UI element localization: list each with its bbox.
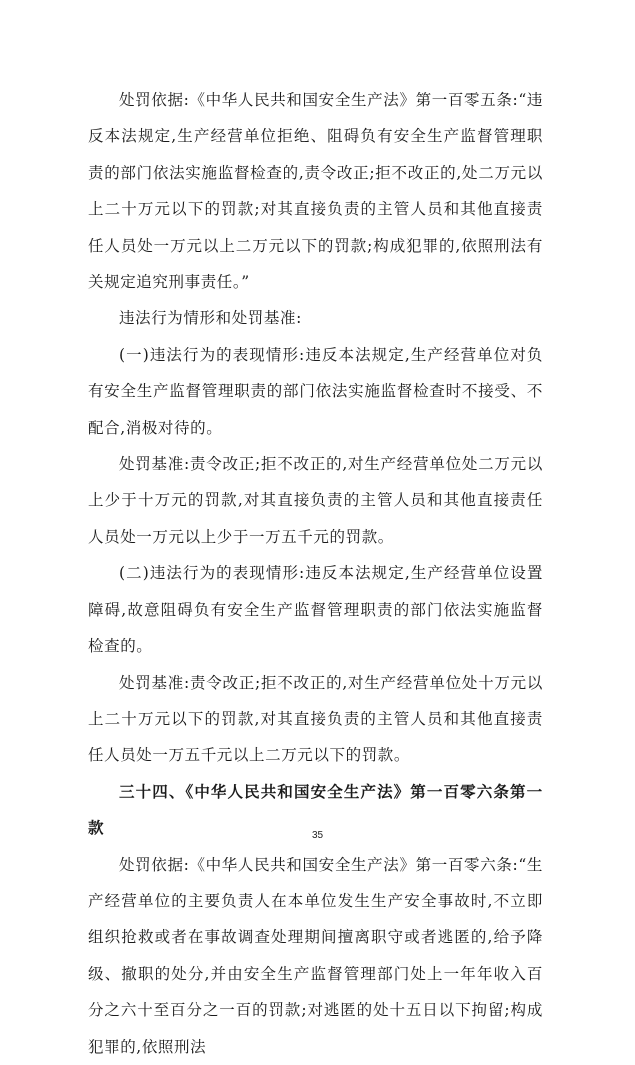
document-body (88, 82, 543, 1065)
paragraph-penalty-basis-article-105: 处罚依据:《中华人民共和国安全生产法》第一百零五条:“违反本法规定,生产经营单位拒绝、阻碍负有安全生产监督管理职责的部门依法实施监督检查的,责令改正;拒不改正的,处二万元以上二十万元以下的罚款;对其直接负责的主管人员和其他直接责任人员处一万元以上二万元以下的罚款;构成犯罪的,依照刑法有关规定追究刑事责任。” (88, 91, 543, 292)
section-heading-34: 三十四、《中华人民共和国安全生产法》第一百零六条第一款 (88, 782, 543, 838)
paragraph-penalty-basis-article-106: 处罚依据:《中华人民共和国安全生产法》第一百零六条:“生产经营单位的主要负责人在本单位发生生产安全事故时,不立即组织抢救或者在事故调查处理期间擅离职守或者逃匿的,给予降级、撤职的处分,并由安全生产监督管理部门处上一年年收入百分之六十至百分之一百的罚款;对逃匿的处十五日以下拘留;构成犯罪的,依照刑法 (88, 855, 543, 1056)
paragraph-violation-scenarios-intro: 违法行为情形和处罚基准: (119, 309, 302, 328)
paragraph-penalty-standard-two: 处罚基准:责令改正;拒不改正的,对生产经营单位处十万元以上二十万元以下的罚款,对其直接负责的主管人员和其他直接责任人员处一万五千元以上二万元以下的罚款。 (88, 673, 543, 765)
paragraph-penalty-standard-one: 处罚基准:责令改正;拒不改正的,对生产经营单位处二万元以上少于十万元的罚款,对其直接负责的主管人员和其他直接责任人员处一万元以上少于一万五千元的罚款。 (88, 455, 543, 546)
page-number: 35 (311, 830, 324, 841)
paragraph-scenario-one: (一)违法行为的表现情形:违反本法规定,生产经营单位对负有安全生产监督管理职责的部门依法实施监督检查时不接受、不配合,消极对待的。 (88, 345, 543, 437)
paragraph-scenario-two: (二)违法行为的表现情形:违反本法规定,生产经营单位设置障碍,故意阻碍负有安全生产监督管理职责的部门依法实施监督检查的。 (88, 564, 543, 656)
